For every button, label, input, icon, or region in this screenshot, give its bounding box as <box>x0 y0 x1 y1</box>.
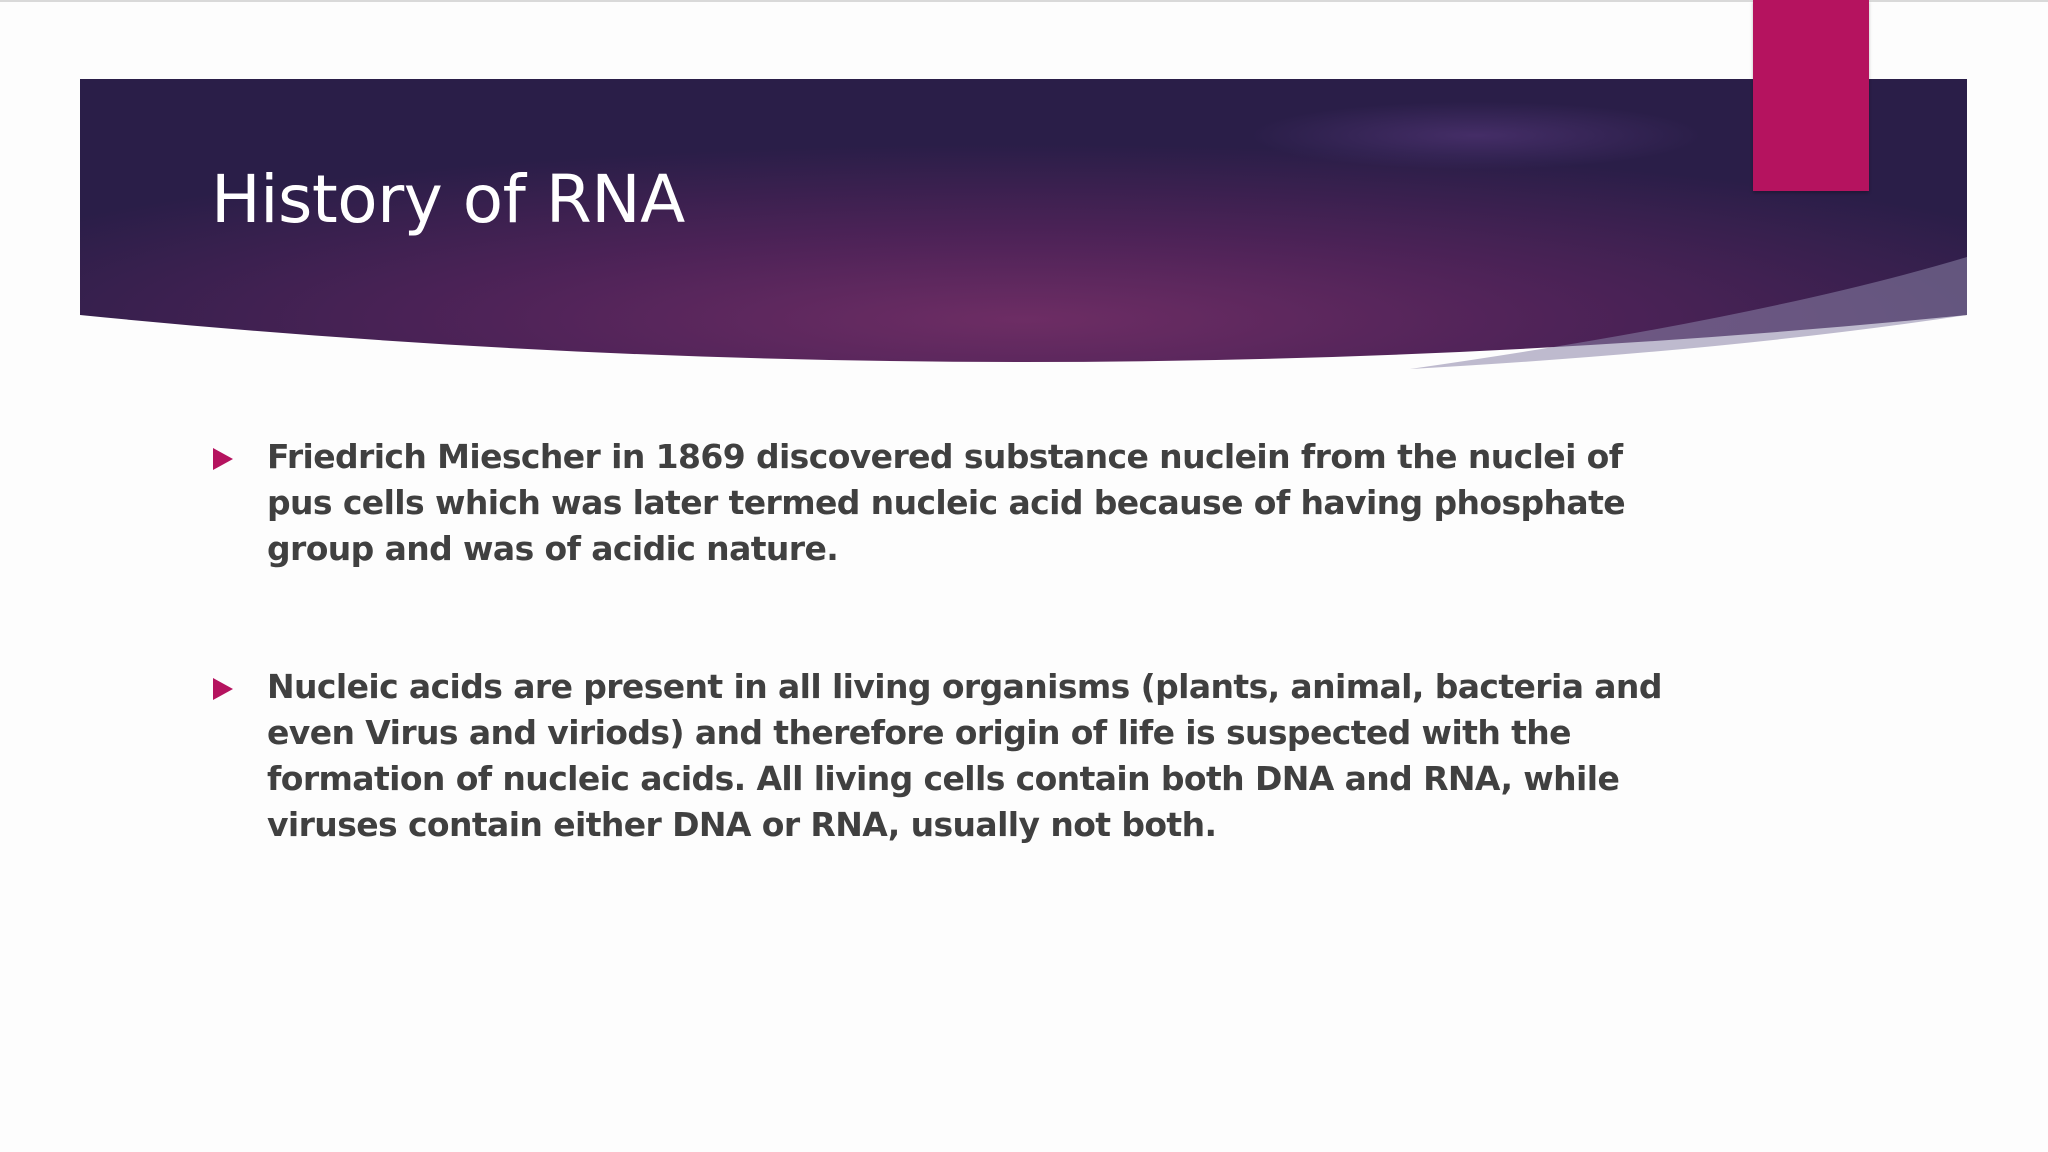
bullet-text: Friedrich Miescher in 1869 discovered substance nuclein from the nuclei of pus cells which was later termed nucleic acid because of having phosphate group and was of acidic nature. <box>267 437 1626 568</box>
accent-tab <box>1753 0 1869 191</box>
triangle-right-icon <box>213 678 233 700</box>
top-divider <box>0 0 2048 2</box>
bullet-item <box>205 434 1685 572</box>
bullet-item <box>205 664 1685 848</box>
triangle-right-icon <box>213 448 233 470</box>
slide-title: History of RNA <box>211 161 685 238</box>
bullet-list <box>205 434 1685 848</box>
bullet-text: Nucleic acids are present in all living organisms (plants, animal, bacteria and even Virus and viriods) and therefore origin of life is suspected with the formation of nucleic acids. All living cells contain both DNA and RNA, while viruses contain either DNA or RNA, usually not both. <box>267 667 1662 844</box>
